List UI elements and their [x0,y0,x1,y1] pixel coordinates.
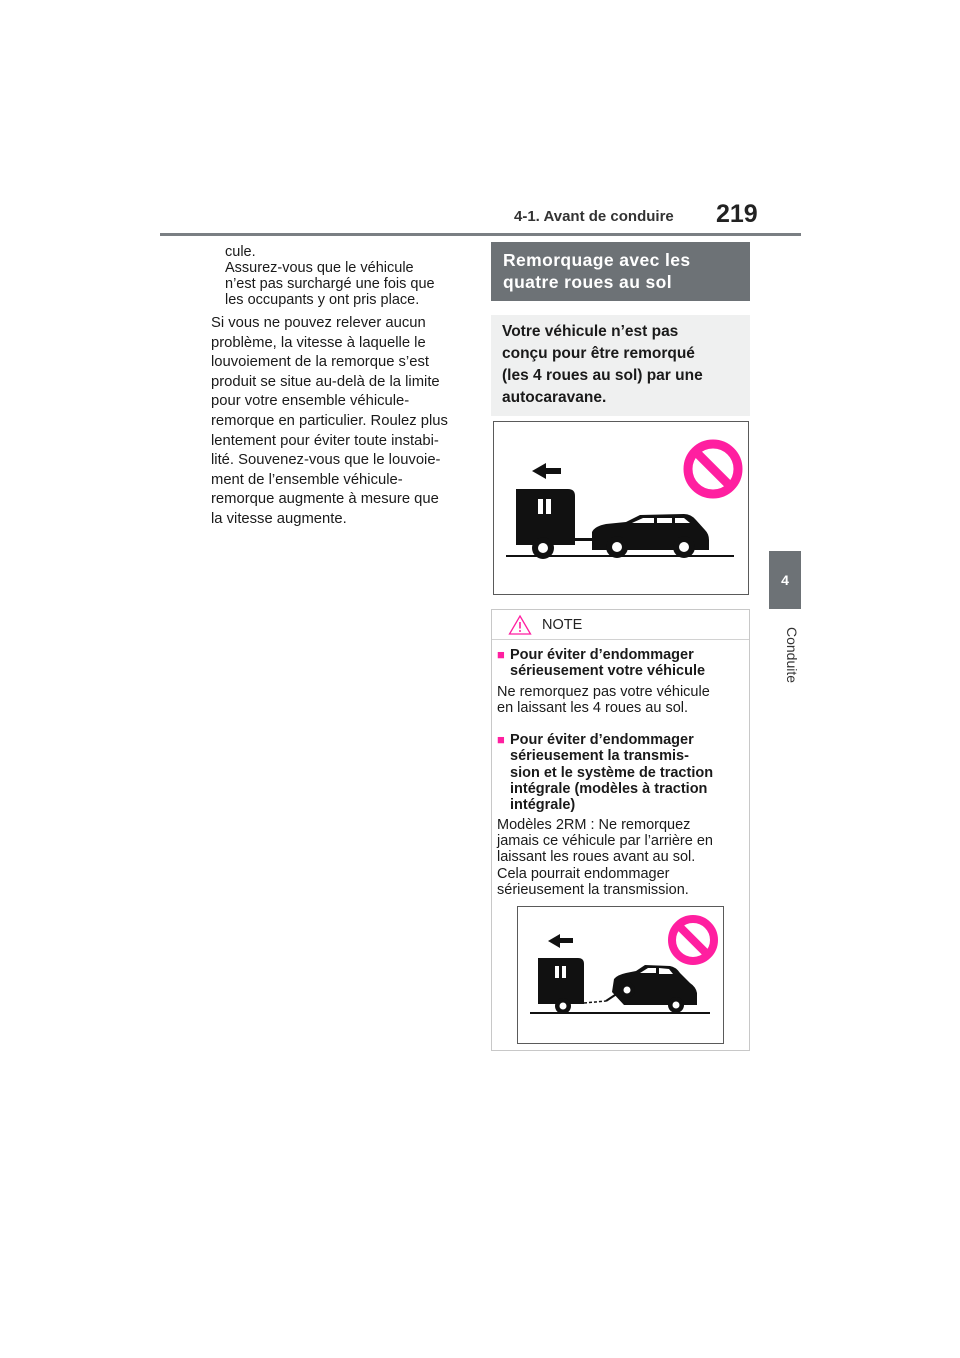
note-body [492,640,749,898]
towing-diagram [494,422,748,594]
note-text-1: Ne remorquez pas votre véhicule en laissant les 4 roues au sol. [497,683,710,716]
header-section-title: 4-1. Avant de conduire [514,208,674,225]
prohibition-icon [672,919,714,961]
arrow-left-icon [532,463,561,479]
square-bullet-icon: ■ [497,647,505,662]
note-heading-1: ■ Pour éviter d’endommager sérieusement votre véhicule [497,647,706,680]
note-header [492,610,749,640]
car-icon [592,514,709,558]
summary-box: Votre véhicule n’est pas conçu pour être remorqué (les 4 roues au sol) par une autocaravane. [491,315,750,416]
arrow-left-icon [548,934,573,948]
caution-icon [508,614,532,636]
indented-text: cule. Assurez-vous que le véhicule n’est pas surchargé une fois que les occupants y ont pris place. [225,244,435,308]
towing-illustration-four-wheels [493,421,749,595]
square-bullet-icon: ■ [497,732,505,748]
page-number: 219 [716,200,758,228]
note-text-2: Modèles 2RM : Ne remorquez jamais ce véhicule par l’arrière en laissant les roues avant au sol. Cela pourrait endommager sérieusement la transmission. [497,816,713,898]
header-rule [160,233,801,236]
left-column [211,244,467,530]
note-heading-2: ■ Pour éviter d’endommager sérieusement la transmis- sion et le système de traction intégrale (modèles à traction intégrale) [497,732,714,814]
prohibition-icon [688,444,738,494]
car-icon [612,965,697,1013]
tow-dolly-icon [584,993,618,1003]
section-header: Remorquage avec les quatre roues au sol [491,242,750,301]
note-title: NOTE [542,616,583,633]
body-paragraph: Si vous ne pouvez relever aucun problème, la vitesse à laquelle le louvoiement de la remorque s’est produit se situe au-delà de la limite pour votre ensemble véhicule- remorque en particulier. Roulez plus lentement pour éviter toute instabi- lité. Souvenez-vous que le louvoie- ment de l’ensemble véhicule- remorque augmente à mesure que la vitesse augmente. [211,315,448,527]
motorhome-icon [516,489,593,559]
towing-diagram-rear-lift [518,907,723,1043]
towing-illustration-front-wheels [517,906,724,1044]
chapter-label: Conduite [784,626,800,684]
motorhome-icon [538,958,584,1014]
chapter-tab: 4 [769,551,801,609]
